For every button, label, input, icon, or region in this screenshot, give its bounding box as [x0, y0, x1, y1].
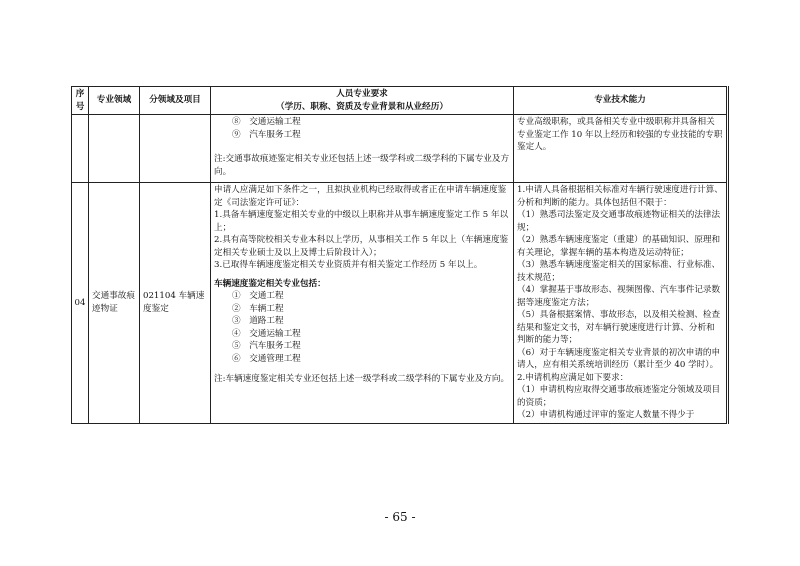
header-subfield: 分领域及项目 [140, 87, 211, 115]
page-number: - 65 - [384, 510, 416, 524]
header-field: 专业领域 [89, 87, 140, 115]
ability-line: （2）熟悉车辆速度鉴定（重建）的基础知识、原理和有关理论，掌握车辆的基本构造及运动特征； [517, 235, 721, 258]
req-line: 申请人应满足如下条件之一，且拟执业机构已经取得或者正在申请车辆速度鉴定《司法鉴定许可证》： [214, 185, 507, 208]
ability-line: 2.申请机构应满足如下要求： [517, 372, 629, 383]
header-seq: 序号 [72, 87, 89, 115]
prev-ability-cell: 专业高级职称，或具备相关专业中级职称并具备相关专业鉴定工作 10 年以上经历和较强的专业技能的专职鉴定人。 [514, 115, 728, 183]
list-item: ⑥ 交通管理工程 [232, 353, 301, 364]
list-item: ① 交通工程 [232, 291, 284, 301]
list-item: ② 车辆工程 [232, 303, 284, 314]
ability-line: （5）具备根据案情、事故形态，以及相关检测、检查结果和鉴定文书，对车辆行驶速度进行计算、分析和判断的能力等； [517, 310, 721, 345]
prev-note: 注:交通事故痕迹鉴定相关专业还包括上述一级学科或二级学科的下属专业及方向。 [214, 154, 510, 177]
list-item: ⑨ 汽车服务工程 [232, 129, 301, 140]
ability-cell [514, 183, 728, 424]
row-subfield: 021104 车辆速度鉴定 [140, 183, 211, 424]
header-ability: 专业技术能力 [514, 87, 728, 115]
list-item: ③ 道路工程 [232, 316, 284, 326]
list-item: ⑤ 汽车服务工程 [232, 341, 301, 351]
header-row [72, 87, 728, 115]
ability-line: （4）掌握基于事故形态、视频图像、汽车事件记录数据等速度鉴定方法； [517, 285, 721, 308]
ability-line: （1）熟悉司法鉴定及交通事故痕迹物证相关的法律法规； [517, 210, 721, 233]
ability-line: （1）申请机构应取得交通事故痕迹鉴定分领域及项目的资质； [517, 385, 721, 408]
row-seq: 04 [72, 183, 89, 424]
ability-line: 1.申请人具备根据相关标准对车辆行驶速度进行计算、分析和判断的能力。具体包括但不限于： [517, 185, 723, 208]
requirements-cell [211, 183, 514, 424]
ability-line: （3）熟悉车辆速度鉴定相关的国家标准、行业标准、技术规范； [517, 260, 721, 283]
row-field: 交通事故痕迹物证 [89, 183, 140, 424]
header-requirements-line2: （学历、职称、资质及专业背景和从业经历） [276, 101, 448, 112]
qualification-table [71, 86, 729, 424]
prev-requirements-cell [211, 115, 514, 183]
req-line: 1.具备车辆速度鉴定相关专业的中级以上职称并从事车辆速度鉴定工作 5 年以上； [214, 210, 509, 233]
header-requirements [211, 87, 514, 115]
req-note: 注:车辆速度鉴定相关专业还包括上述一级学科或二级学科的下属专业及方向。 [214, 374, 510, 384]
req-line: 2.具有高等院校相关专业本科以上学历，从事相关工作 5 年以上（车辆速度鉴定相关专业硕士及以上及博士后阶段计入）； [214, 235, 509, 258]
ability-line: （6）对于车辆速度鉴定相关专业背景的初次申请的申请人，应有相关系统培训经历（累计至少 40 学时）。 [517, 347, 721, 370]
req-subtitle: 车辆速度鉴定相关专业包括： [214, 278, 326, 289]
table-row-previous [72, 115, 728, 183]
header-requirements-line1: 人员专业要求 [336, 89, 388, 99]
list-item: ⑧ 交通运输工程 [232, 117, 301, 127]
ability-line: （2）申请机构通过评审的鉴定人数量不得少于 [517, 410, 695, 420]
table-row-04 [72, 183, 728, 424]
list-item: ④ 交通运输工程 [232, 328, 301, 339]
req-line: 3.已取得车辆速度鉴定相关专业资质并有相关鉴定工作经历 5 年以上。 [214, 260, 483, 270]
